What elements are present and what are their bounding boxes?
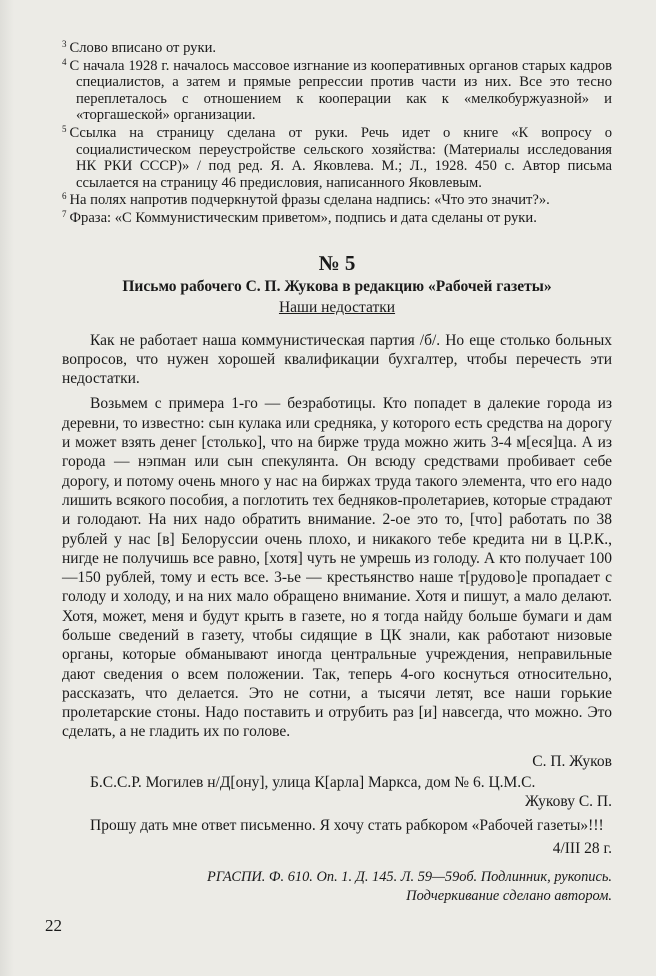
letter-paragraph-2: Возьмем с примера 1-го — безработицы. Кто попадет в далекие города из деревни, то известно: сын кулака или средняка, у которого есть средства на дорогу и может взять денег [столько], что на бирже труда можно жить 3-4 м[еся]ца. А из города — нэпман или сын спекулянта. Он всюду средствами пробивает себе дорогу, и потому очень много у нас на биржах труда такого элемента, что его надо лишить всякого пособия, а поглотить тех бедняков-пролетариев, которые страдают и голодают. На них надо обратить внимание. 2-ое это то, [что] работать по 38 рублей у нас [в] Белоруссии очень плохо, и никакого тебе кредита ни в Ц.Р.К., нигде не получишь все равно, [хотя] чуть не умрешь из голоду. А кто получает 100—150 рублей, тому и есть все. 3-ье — крестьянство наше т[рудово]е пропадает с голоду и холоду, и на них мало обращено внимание. Хотя и пишут, а мало делают. Хотя, может, меня и будут крыть в газете, но я тогда найду больше бумаги и дам больше сведений в газету, чтобы сидящие в ЦК знали, как работают низовые органы, которые обманывают иногда центральные учреждения, неправильные дают сведения о всем положении. Так, теперь 4-ого коснуться относительно, рассказать, что делается. Это не сотни, а тысячи летят, все наши горькие пролетарские стоны. Надо поставить и отрубить раз [и] навсегда, что можно. Это сделать, а не гладить их по голове.	[62, 395, 612, 741]
archive-reference: РГАСПИ. Ф. 610. Оп. 1. Д. 145. Л. 59—59об. Подлинник, рукопись.	[207, 869, 612, 886]
footnotes	[62, 40, 612, 227]
footnote-6: $^6$ На полях напротив подчеркнутой фразы сделана надпись: «Что это значит?».	[62, 191, 550, 209]
signature: С. П. Жуков	[532, 752, 612, 770]
letter-date: 4/III 28 г.	[552, 839, 612, 857]
reply-request: Прошу дать мне ответ письменно. Я хочу стать рабкором «Рабочей газеты»!!!	[90, 816, 604, 834]
sender-address: Б.С.С.Р. Могилев н/Д[ону], улица К[арла] Маркса, дом № 6. Ц.М.С.	[90, 774, 536, 792]
page-content	[62, 40, 612, 906]
page-number: 22	[45, 916, 62, 935]
document-title: Письмо рабочего С. П. Жукова в редакцию «Рабочей газеты»	[122, 277, 552, 295]
footnote-3: $^3$ Слово вписано от руки.	[62, 39, 217, 56]
letter-paragraph-1: Как не работает наша коммунистическая партия /б/. Но еще столько больных вопросов, что нужен хорошей квалификации бухгалтер, чтобы перечесть эти недостатки.	[62, 331, 612, 388]
footnote-4: $^4$ С начала 1928 г. началось массовое изгнание из кооперативных органов старых кадров специалистов, а затем и прямые репрессии против части из них. Все это тесно переплеталось с отношением к кооперации как к «мелкобуржуазной» и «торгашеской» организации.	[62, 56, 612, 124]
archive-note: Подчеркивание сделано автором.	[406, 888, 612, 905]
document-number: № 5	[318, 250, 356, 275]
document-subtitle: Наши недостатки	[278, 298, 396, 316]
footnote-5: $^5$ Ссылка на страницу сделана от руки. Речь идет о книге «К вопросу о социалистическом переустройстве сельского хозяйства: (Материалы исследования НК РКИ СССР)» / под ред. Я. А. Яковлева. М.; Л., 1928. 450 с. Автор письма ссылается на страницу 46 предисловия, написанного Яковлевым.	[62, 123, 612, 191]
sender-name: Жукову С. П.	[525, 793, 612, 811]
footnote-7: $^7$ Фраза: «С Коммунистическим приветом», подпись и дата сделаны от руки.	[62, 208, 537, 226]
